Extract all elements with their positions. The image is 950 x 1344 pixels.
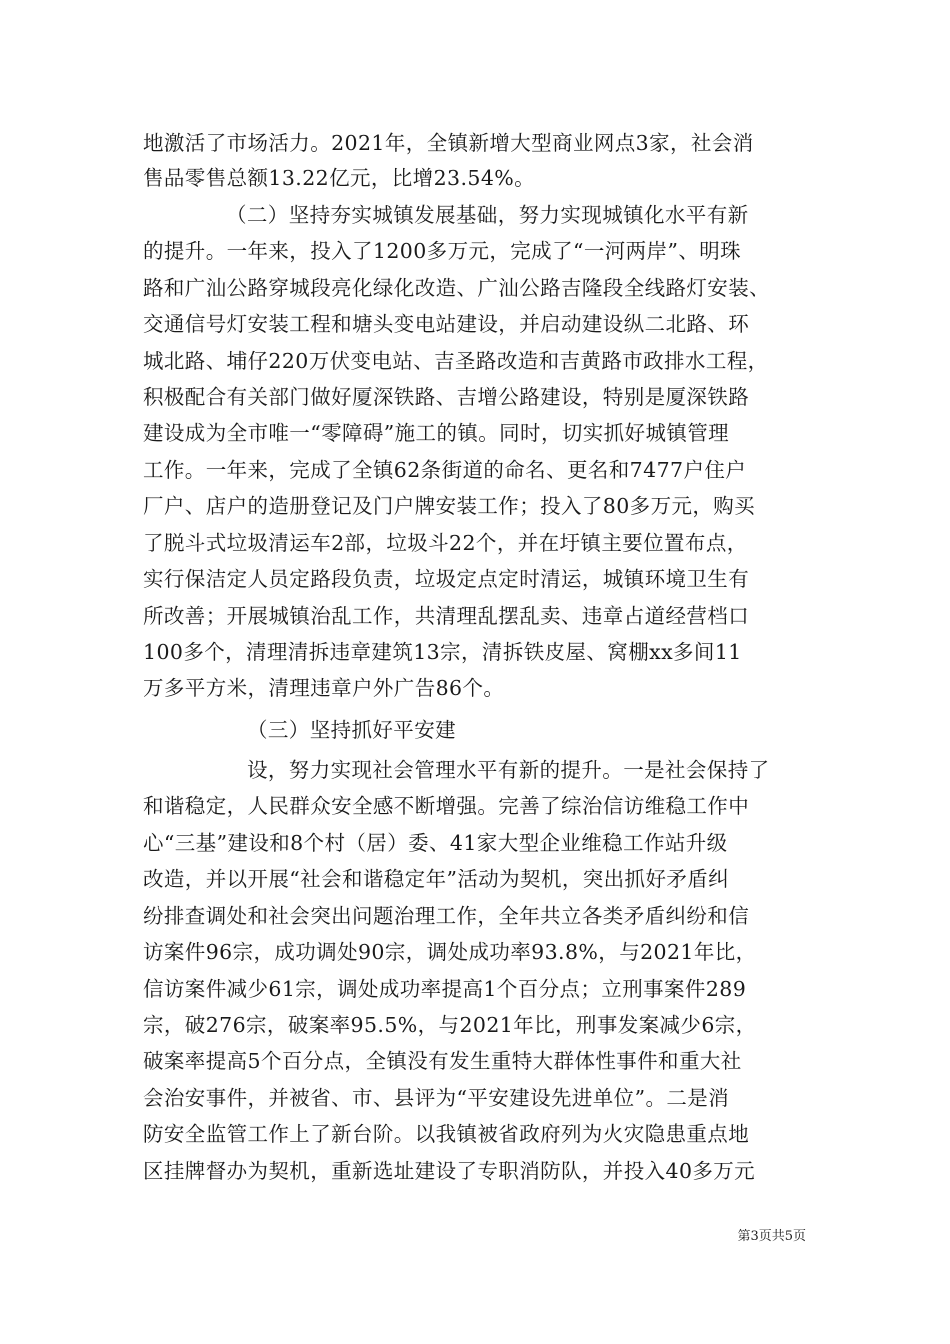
text-line: 厂户、店户的造册登记及门户牌安装工作；投入了80多万元，购买	[143, 494, 756, 518]
text-line: 路和广汕公路穿城段亮化绿化改造、广汕公路吉隆段全线路灯安装、	[143, 276, 770, 300]
text-line: 交通信号灯安装工程和塘头变电站建设，并启动建设纵二北路、环	[143, 312, 750, 336]
text-line: 防安全监管工作上了新台阶。以我镇被省政府列为火灾隐患重点地	[143, 1122, 750, 1146]
text-line: 区挂牌督办为契机，重新选址建设了专职消防队，并投入40多万元	[143, 1159, 756, 1183]
text-line: 了脱斗式垃圾清运车2部，垃圾斗22个，并在圩镇主要位置布点，	[143, 531, 748, 555]
text-line: 地激活了市场活力。2021年，全镇新增大型商业网点3家，社会消	[143, 131, 754, 155]
section-heading-2: （二）坚持夯实城镇发展基础，努力实现城镇化水平有新	[226, 203, 749, 227]
text-line: 设，努力实现社会管理水平有新的提升。一是社会保持了	[247, 758, 770, 782]
text-line: 积极配合有关部门做好厦深铁路、吉增公路建设，特别是厦深铁路	[143, 385, 750, 409]
text-line: 宗，破276宗，破案率95.5%，与2021年比，刑事发案减少6宗，	[143, 1013, 757, 1037]
text-line: 的提升。一年来，投入了1200多万元，完成了“一河两岸”、明珠	[143, 239, 742, 263]
section-heading-3: （三）坚持抓好平安建	[247, 718, 456, 742]
text-line: 改造，并以开展“社会和谐稳定年”活动为契机，突出抓好矛盾纠	[143, 867, 730, 891]
page-number-footer: 第3页共5页	[737, 1229, 806, 1244]
text-line: 100多个，清理清拆违章建筑13宗，清拆铁皮屋、窝棚xx多间11	[143, 640, 742, 664]
text-line: 访案件96宗，成功调处90宗，调处成功率93.8%，与2021年比，	[143, 940, 757, 964]
text-line: 信访案件减少61宗，调处成功率提高1个百分点；立刑事案件289	[143, 977, 747, 1001]
text-line: 万多平方米，清理违章户外广告86个。	[143, 676, 505, 700]
text-line: 所改善；开展城镇治乱工作，共清理乱摆乱卖、违章占道经营档口	[143, 604, 750, 628]
text-line: 破案率提高5个百分点，全镇没有发生重特大群体性事件和重大社	[143, 1049, 742, 1073]
text-line: 纷排查调处和社会突出问题治理工作，全年共立各类矛盾纠纷和信	[143, 904, 750, 928]
text-line: 工作。一年来，完成了全镇62条街道的命名、更名和7477户住户	[143, 458, 747, 482]
text-line: 城北路、埔仔220万伏变电站、吉圣路改造和吉黄路市政排水工程，	[143, 349, 769, 373]
text-line: 售品零售总额13.22亿元，比增23.54%。	[143, 166, 536, 190]
text-line: 和谐稳定，人民群众安全感不断增强。完善了综治信访维稳工作中	[143, 794, 750, 818]
text-line: 建设成为全市唯一“零障碍”施工的镇。同时，切实抓好城镇管理	[143, 421, 730, 445]
text-line: 实行保洁定人员定路段负责，垃圾定点定时清运，城镇环境卫生有	[143, 567, 750, 591]
text-line: 心“三基”建设和8个村（居）委、41家大型企业维稳工作站升级	[143, 831, 728, 855]
text-line: 会治安事件，并被省、市、县评为“平安建设先进单位”。二是消	[143, 1086, 730, 1110]
